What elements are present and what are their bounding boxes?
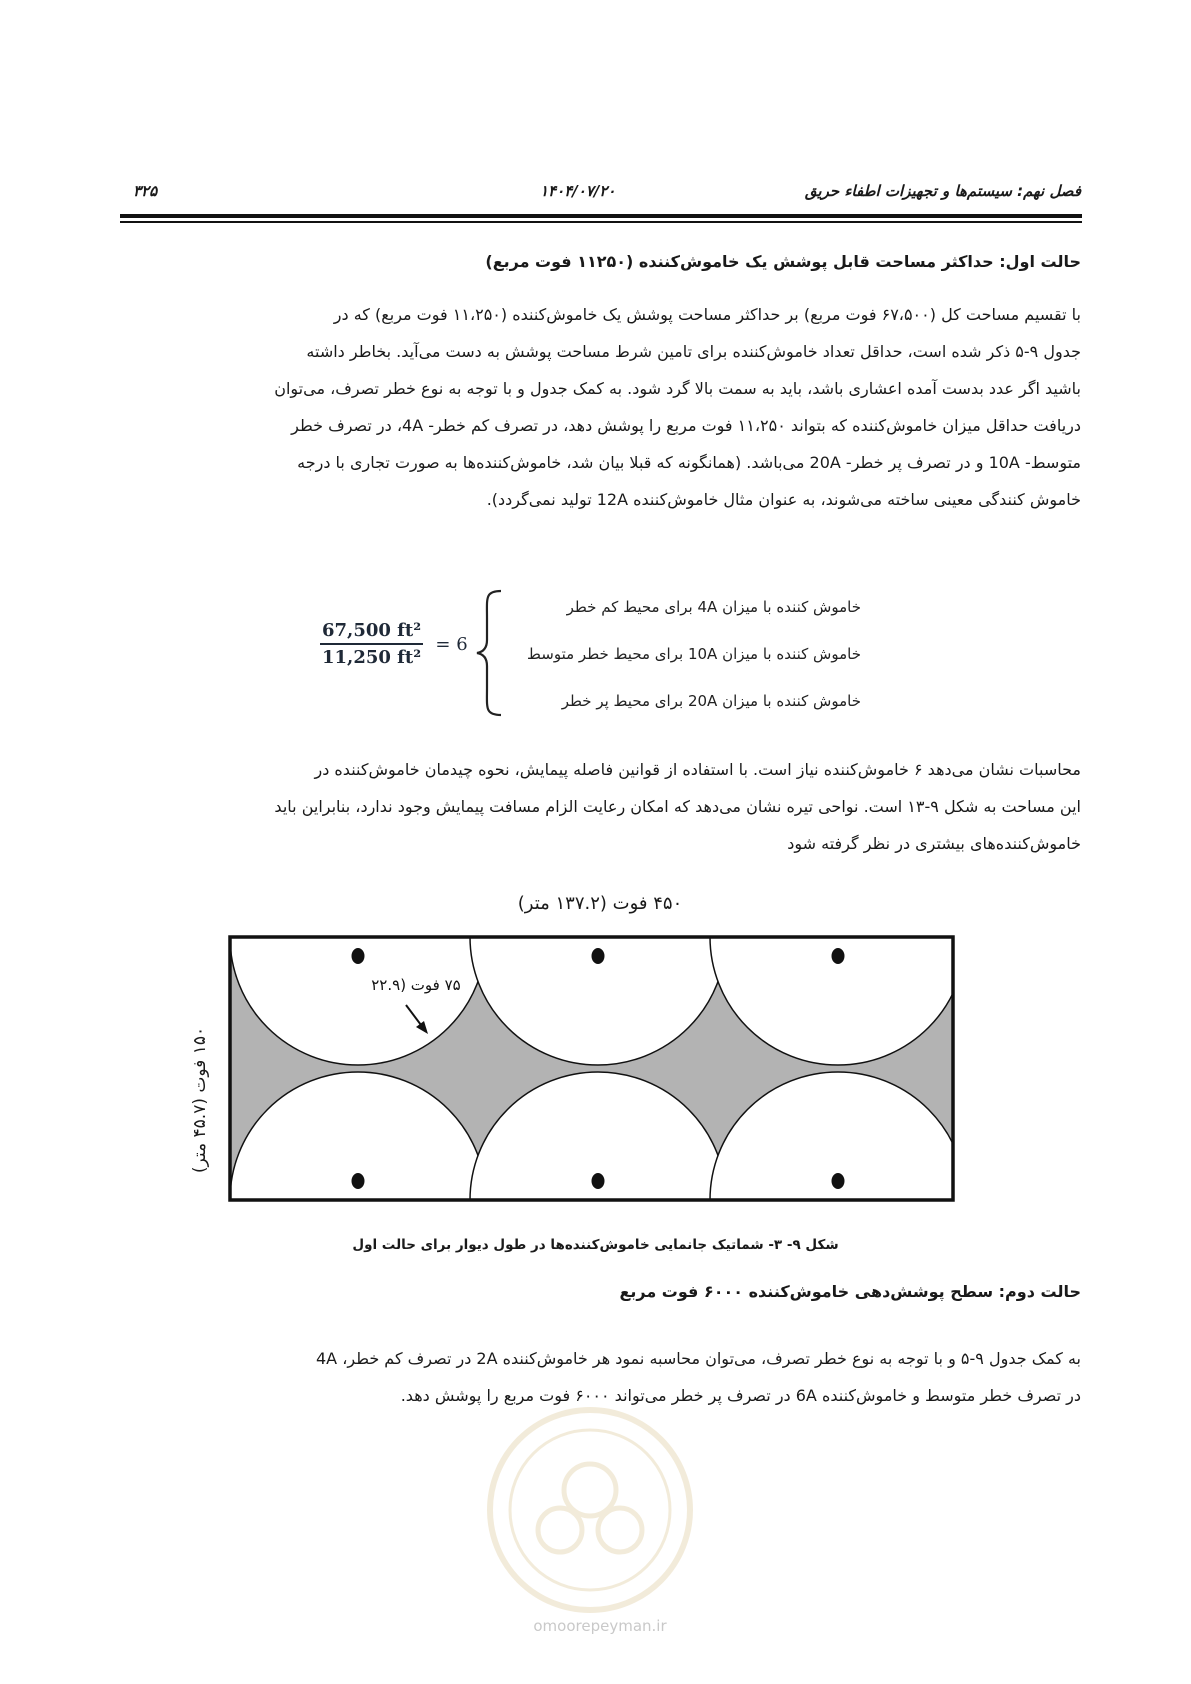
figure-caption: شکل ۹- ۳- شماتیک جانمایی خاموش‌کننده‌ها در طول دیوار برای حالت اول bbox=[352, 1237, 839, 1253]
paragraph-line: این مساحت به شکل ۹-۱۳ است. نواحی تیره نشان می‌دهد که امکان رعایت الزام مسافت پیمایش وجود ندارد، بنابراین باید bbox=[274, 797, 1081, 816]
formula-case-high: خاموش کننده با میزان 20A برای محیط پر خطر bbox=[561, 692, 861, 710]
extinguisher-layout-figure bbox=[228, 935, 958, 1205]
paragraph-line: خاموش‌کننده‌های بیشتری در نظر گرفته شود bbox=[787, 834, 1081, 853]
section2-heading: حالت دوم: سطح پوشش‌دهی خاموش‌کننده ۶۰۰۰ فوت مربع bbox=[619, 1282, 1081, 1301]
paragraph-line: محاسبات نشان می‌دهد ۶ خاموش‌کننده نیاز است. با استفاده از قوانین فاصله پیمایش، نحوه چیدمان خاموش‌کننده در bbox=[314, 760, 1081, 779]
extinguisher-dot bbox=[592, 1173, 605, 1189]
paragraph-line: باشید اگر عدد بدست آمده اعشاری باشد، باید به سمت بالا گرد شود. به کمک جدول و با توجه به نوع خطر تصرف، می‌توان bbox=[274, 379, 1081, 398]
paragraph-line: متوسط- 10A و در تصرف پر خطر- 20A می‌باشد. (همانگونه که قبلا بیان شد، خاموش‌کننده‌ها به صورت تجاری با درجه bbox=[297, 453, 1081, 472]
fraction-bar bbox=[320, 643, 423, 645]
figure-width-label: ۴۵۰ فوت (۱۳۷.۲ متر) bbox=[517, 893, 683, 914]
chapter-title: سیستم‌ها و تجهیزات اطفاء حریق bbox=[804, 182, 1012, 200]
extinguisher-dot bbox=[832, 1173, 845, 1189]
extinguisher-dot bbox=[352, 948, 365, 964]
formula-result: = 6 bbox=[435, 633, 468, 655]
formula-numerator: 67,500 ft² bbox=[322, 620, 422, 641]
formula-fraction bbox=[320, 620, 468, 668]
page-number: ۳۲۵ bbox=[133, 182, 158, 200]
header-rule-thin bbox=[120, 221, 1082, 223]
watermark-url: omoorepeyman.ir bbox=[533, 1617, 667, 1635]
paragraph-line: با تقسیم مساحت کل (۶۷،۵۰۰ فوت مربع) بر حداکثر مساحت پوشش یک خاموش‌کننده (۱۱،۲۵۰ فوت مربع) که در bbox=[333, 305, 1081, 324]
formula-denominator: 11,250 ft² bbox=[322, 647, 422, 668]
formula-case-low: خاموش کننده با میزان 4A برای محیط کم خطر bbox=[566, 598, 861, 616]
paragraph-line: به کمک جدول ۹-۵ و با توجه به نوع خطر تصرف، می‌توان محاسبه نمود هر خاموش‌کننده 2A در تصرف کم خطر، 4A bbox=[316, 1349, 1081, 1368]
section1-paragraph bbox=[112, 296, 1081, 518]
header-date: ۱۴۰۴/۰۷/۲۰ bbox=[540, 182, 616, 200]
section1-heading: حالت اول: حداکثر مساحت قابل پوشش یک خاموش‌کننده (۱۱۲۵۰ فوت مربع) bbox=[485, 252, 1081, 271]
header-rule-thick bbox=[120, 214, 1082, 218]
figure-height-label: ۱۵۰ فوت (۴۵.۷ متر) bbox=[190, 1026, 210, 1174]
radius-label: ۷۵ فوت (۲۲.۹ bbox=[371, 976, 461, 994]
section1-followup-paragraph bbox=[112, 751, 1081, 862]
paragraph-line: جدول ۹-۵ ذکر شده است، حداقل تعداد خاموش‌کننده برای تامین شرط مساحت پوشش به دست می‌آید. بخاطر داشته bbox=[306, 342, 1081, 361]
extinguisher-dot bbox=[592, 948, 605, 964]
extinguisher-dot bbox=[352, 1173, 365, 1189]
watermark-seal-icon bbox=[480, 1400, 700, 1620]
chapter-header bbox=[805, 182, 1081, 200]
extinguisher-dot bbox=[832, 948, 845, 964]
chapter-label: فصل نهم: bbox=[1017, 182, 1081, 200]
curly-brace-icon bbox=[475, 588, 505, 718]
paragraph-line: در تصرف خطر متوسط و خاموش‌کننده 6A در تصرف پر خطر می‌تواند ۶۰۰۰ فوت مربع را پوشش دهد. bbox=[400, 1386, 1081, 1405]
paragraph-line: دریافت حداقل میزان خاموش‌کننده که بتواند ۱۱،۲۵۰ فوت مربع را پوشش دهد، در تصرف کم خطر- 4A، در تصرف خطر bbox=[291, 416, 1081, 435]
paragraph-line: خاموش کنندگی معینی ساخته می‌شوند، به عنوان مثال خاموش‌کننده 12A تولید نمی‌گردد). bbox=[486, 490, 1081, 509]
formula-case-medium: خاموش کننده با میزان 10A برای محیط خطر متوسط bbox=[527, 645, 861, 663]
